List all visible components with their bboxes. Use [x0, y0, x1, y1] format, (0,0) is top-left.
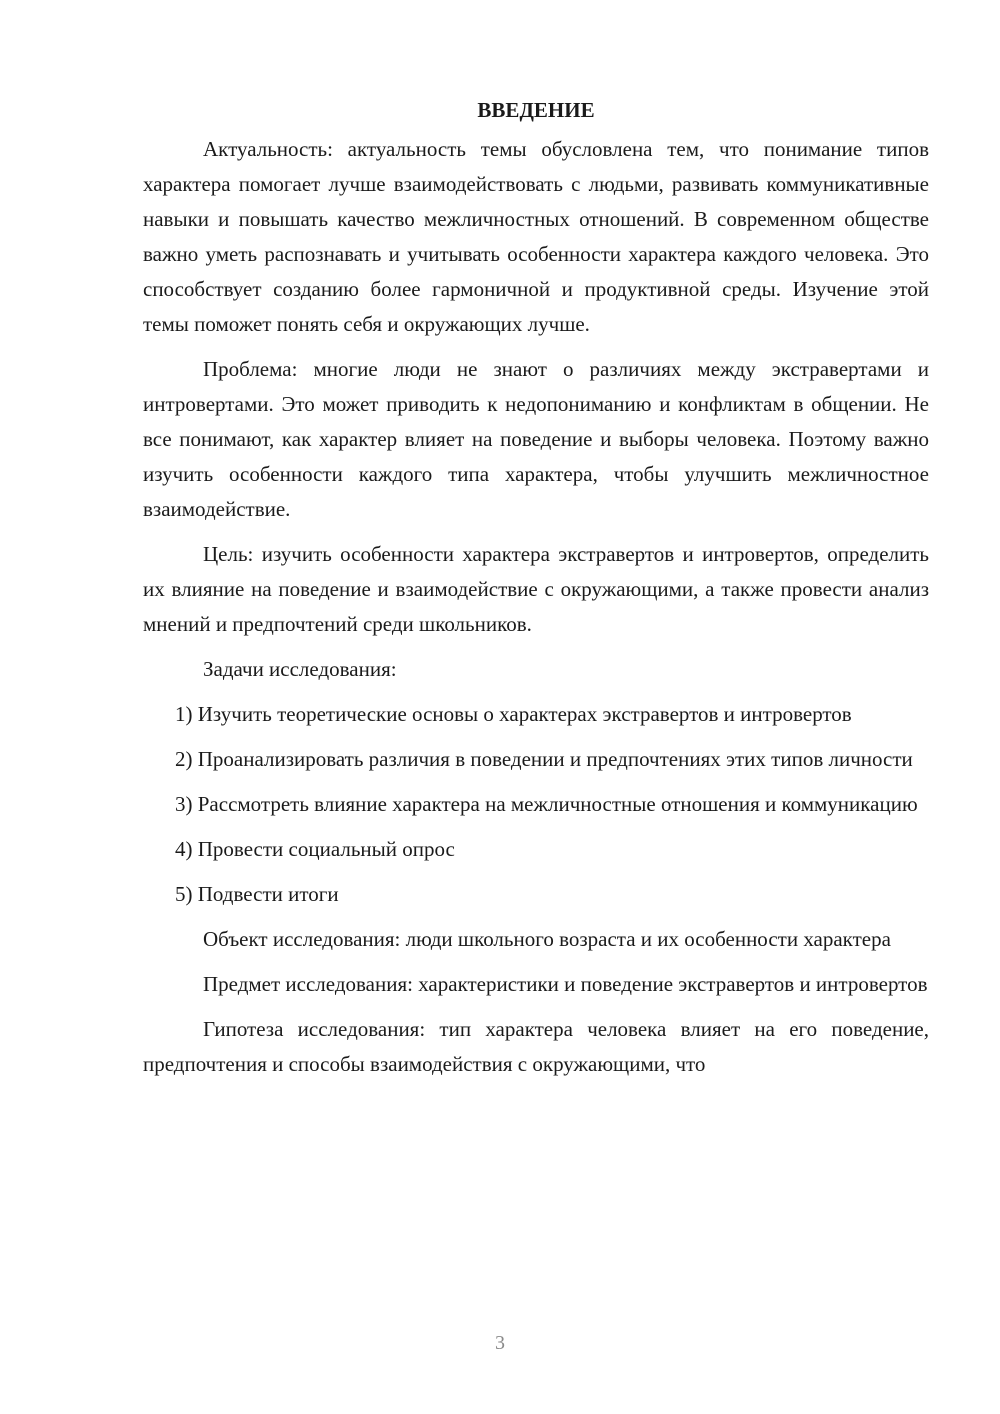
- document-page: [143, 92, 929, 1092]
- goal-paragraph: Цель: изучить особенности характера экстравертов и интровертов, определить их влияние на поведение и взаимодействие с окружающими, а также провести анализ мнений и предпочтений среди школьников.: [143, 542, 929, 636]
- task-item-3: 3) Рассмотреть влияние характера на межличностные отношения и коммуникацию: [175, 792, 918, 816]
- problem-paragraph: Проблема: многие люди не знают о различиях между экстравертами и интровертами. Это может приводить к недопониманию и конфликтам в общении. Не все понимают, как характер влияет на поведение и выборы человека. Поэтому важно изучить особенности каждого типа характера, чтобы улучшить межличностное взаимодействие.: [143, 357, 929, 521]
- task-item-2: 2) Проанализировать различия в поведении и предпочтениях этих типов личности: [175, 747, 913, 771]
- tasks-heading: Задачи исследования:: [203, 657, 397, 681]
- relevance-paragraph: Актуальность: актуальность темы обусловлена тем, что понимание типов характера помогает лучше взаимодействовать с людьми, развивать коммуникативные навыки и повышать качество межличностных отношений. В современном обществе важно уметь распознавать и учитывать особенности характера каждого человека. Это способствует созданию более гармоничной и продуктивной среды. Изучение этой темы поможет понять себя и окружающих лучше.: [143, 137, 929, 336]
- task-item-1: 1) Изучить теоретические основы о характерах экстравертов и интровертов: [175, 702, 852, 726]
- object-paragraph: Объект исследования: люди школьного возраста и их особенности характера: [203, 927, 891, 951]
- task-item-4: 4) Провести социальный опрос: [175, 837, 455, 861]
- task-item-5: 5) Подвести итоги: [175, 882, 339, 906]
- hypothesis-paragraph: Гипотеза исследования: тип характера человека влияет на его поведение, предпочтения и способы взаимодействия с окружающими, что: [143, 1017, 929, 1076]
- page-number: 3: [495, 1332, 505, 1354]
- subject-paragraph: Предмет исследования: характеристики и поведение экстравертов и интровертов: [203, 972, 928, 996]
- section-title: ВВЕДЕНИЕ: [477, 98, 595, 122]
